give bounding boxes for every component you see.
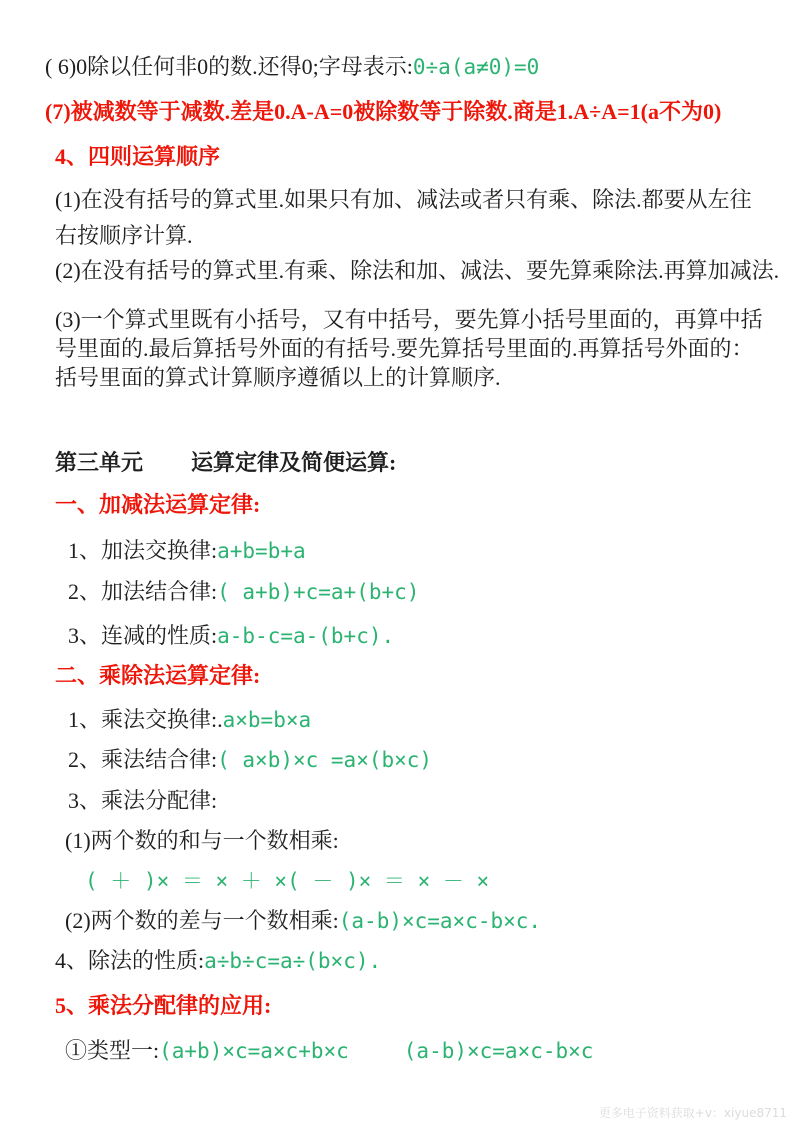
item-division-property-formula: a÷b÷c=a÷(b×c). [204, 949, 382, 973]
distributive-blank-formula [85, 866, 489, 896]
item-type-one-formula-difference: (a-b)×c=a×c-b×c [403, 1039, 594, 1063]
watermark [599, 1104, 787, 1121]
item-addition-commutative-formula: a+b=b+a [217, 539, 306, 563]
unit-3-label: 第三单元 [55, 450, 144, 475]
rule-6-text: ( 6)0除以任何非0的数.还得0;字母表示: [45, 54, 413, 79]
subitem-sum-times-number [65, 826, 339, 856]
order-rule-1-paragraph [55, 182, 755, 254]
distributive-blank-formula-text: ( ＋ )× ＝ × ＋ ×( － )× ＝ × － × [85, 869, 490, 893]
subitem-sum-times-number-label: (1)两个数的和与一个数相乘: [65, 828, 339, 853]
item-addition-associative-formula: ( a+b)+c=a+(b+c) [217, 580, 420, 604]
item-division-property-label: 4、除法的性质: [55, 948, 205, 973]
heading-order-of-operations-text: 4、四则运算顺序 [55, 144, 221, 169]
item-multiplication-associative-label: 2、乘法结合律: [68, 747, 218, 772]
subitem-difference-times-number-formula: (a-b)×c=a×c-b×c. [338, 909, 542, 933]
order-rule-2-paragraph [55, 256, 779, 286]
item-multiplication-commutative [68, 705, 311, 735]
item-multiplication-associative [68, 745, 432, 775]
item-multiplication-distributive [68, 786, 217, 816]
rule-6-formula: 0÷a(a≠0)=0 [412, 55, 540, 79]
rule-7-text: (7)被减数等于减数.差是0.A-A=0被除数等于除数.商是1.A÷A=1(a不为0) [45, 99, 722, 124]
item-type-one-label: ①类型一: [65, 1038, 160, 1063]
item-addition-commutative-label: 1、加法交换律: [68, 538, 218, 563]
watermark-text: 更多电子资料获取+v：xiyue8711 [598, 1106, 787, 1120]
order-rule-2-text: (2)在没有括号的算式里.有乘、除法和加、减法、要先算乘除法.再算加减法. [55, 258, 780, 283]
item-addition-commutative [68, 536, 306, 566]
item-successive-subtraction-label: 3、连减的性质: [68, 623, 218, 648]
item-division-property [55, 946, 381, 976]
order-rule-3-paragraph [55, 305, 765, 392]
item-successive-subtraction-formula: a-b-c=a-(b+c). [217, 624, 395, 648]
unit-3-title-line [55, 448, 396, 478]
item-type-one [65, 1036, 593, 1066]
item-multiplication-associative-formula: ( a×b)×c =a×(b×c) [217, 748, 433, 772]
rule-7-line [45, 97, 721, 127]
item-multiplication-distributive-label: 3、乘法分配律: [68, 788, 218, 813]
item-multiplication-commutative-formula: a×b=b×a [222, 708, 312, 732]
section-multiply-divide-laws-text: 二、乘除法运算定律: [55, 663, 261, 688]
item-type-one-formula-sum: (a+b)×c=a×c+b×c [159, 1039, 349, 1063]
order-rule-3-text: (3)一个算式里既有小括号，又有中括号，要先算小括号里面的，再算中括号里面的.最后算括号外面的有括号.要先算括号里面的.再算括号外面的：括号里面的算式计算顺序遵循以上的计算顺序. [55, 307, 763, 390]
rule-6-line [45, 52, 539, 82]
item-addition-associative [68, 577, 419, 607]
section-distributive-application [55, 991, 271, 1021]
order-rule-1-text: (1)在没有括号的算式里.如果只有加、减法或者只有乘、除法.都要从左往右按顺序计算. [55, 187, 752, 248]
unit-3-title: 运算定律及简便运算: [191, 450, 397, 475]
heading-order-of-operations [55, 142, 220, 172]
item-successive-subtraction [68, 621, 394, 651]
section-add-subtract-laws-text: 一、加减法运算定律: [55, 492, 261, 517]
section-multiply-divide-laws [55, 661, 260, 691]
subitem-difference-times-number-label: (2)两个数的差与一个数相乘: [65, 908, 339, 933]
section-add-subtract-laws [55, 490, 260, 520]
subitem-difference-times-number [65, 906, 541, 936]
section-distributive-application-text: 5、乘法分配律的应用: [55, 993, 272, 1018]
item-multiplication-commutative-label: 1、乘法交换律:. [68, 707, 223, 732]
item-addition-associative-label: 2、加法结合律: [68, 579, 218, 604]
